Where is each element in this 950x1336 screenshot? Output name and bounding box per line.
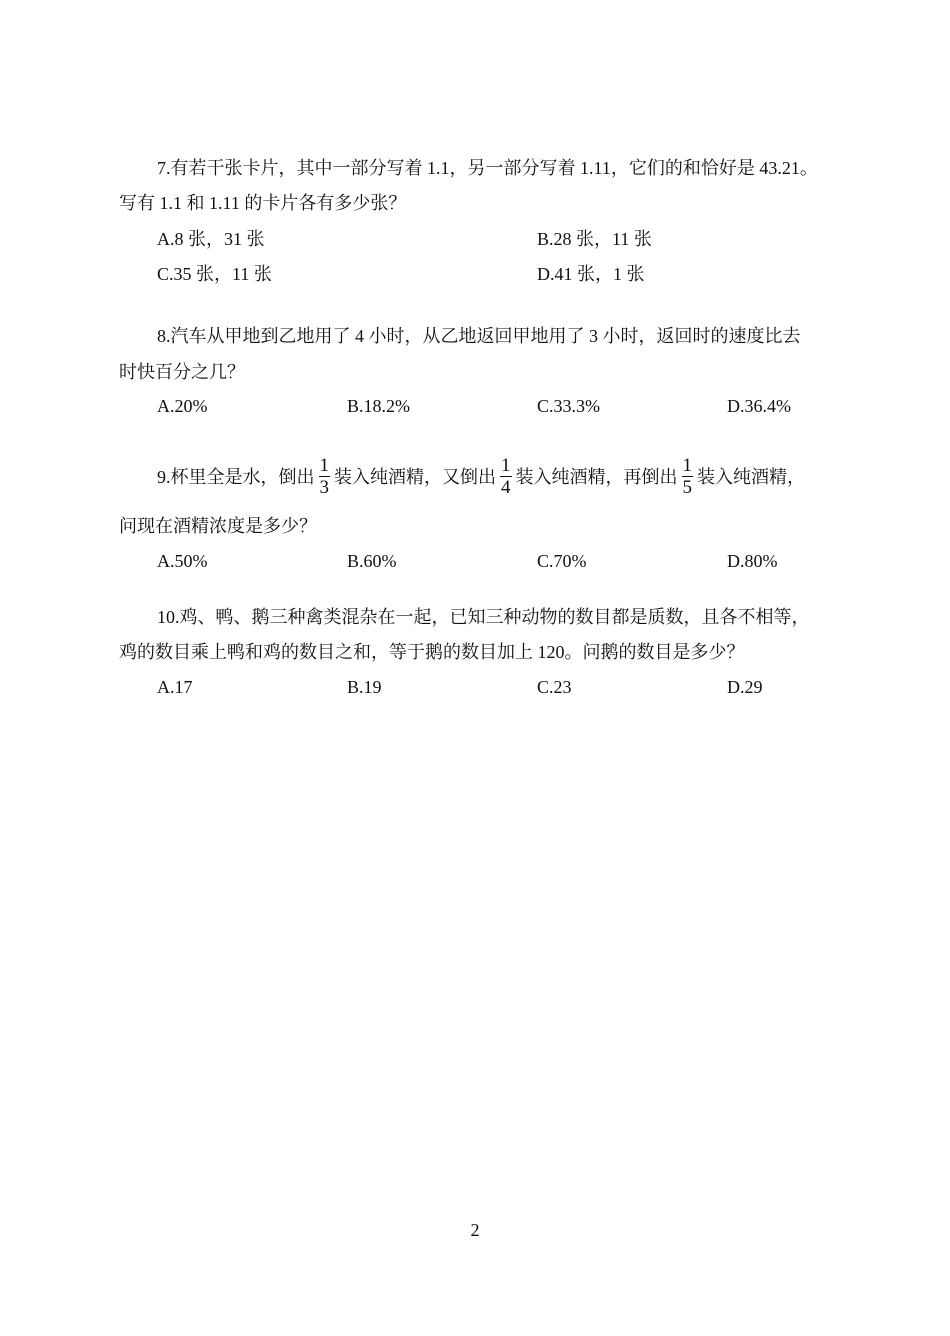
fraction-denominator: 4: [501, 477, 511, 499]
q9-text-part-2: 装入纯酒精，又倒出: [334, 467, 496, 487]
q7-line-2: 写有 1.1 和 1.11 的卡片各有多少张？: [119, 193, 407, 213]
q8-line-2: 时快百分之几？: [119, 362, 245, 382]
page-number: 2: [470, 1220, 480, 1240]
fraction-numerator: 1: [501, 455, 511, 477]
fraction-denominator: 5: [682, 477, 692, 499]
fraction-one-quarter: [500, 455, 512, 498]
q7-line-1: 7.有若干张卡片，其中一部分写着 1.1，另一部分写着 1.11，它们的和恰好是 43.21。: [157, 158, 818, 178]
fraction-one-third: [319, 455, 331, 498]
q8-option-b: B.18.2%: [347, 396, 410, 416]
q9-line-2: 问现在酒精浓度是多少？: [119, 516, 317, 536]
q10-line-1: 10.鸡、鸭、鹅三种禽类混杂在一起，已知三种动物的数目都是质数，且各不相等，: [157, 607, 810, 627]
q9-option-c: C.70%: [537, 551, 587, 571]
q9-option-d: D.80%: [727, 551, 778, 571]
q7-option-a: A.8 张，31 张: [157, 229, 265, 249]
q9-line-1: [157, 455, 805, 500]
q10-option-d: D.29: [727, 677, 763, 697]
q7-option-c: C.35 张，11 张: [157, 264, 272, 284]
q9-option-b: B.60%: [347, 551, 397, 571]
q10-option-c: C.23: [537, 677, 572, 697]
q8-option-d: D.36.4%: [727, 396, 791, 416]
q8-option-c: C.33.3%: [537, 396, 600, 416]
q9-option-a: A.50%: [157, 551, 208, 571]
q7-option-d: D.41 张，1 张: [537, 264, 645, 284]
q9-text-part-4: 装入纯酒精，: [697, 467, 805, 487]
q8-line-1: 8.汽车从甲地到乙地用了 4 小时，从乙地返回甲地用了 3 小时，返回时的速度比去: [157, 326, 801, 346]
q10-option-a: A.17: [157, 677, 193, 697]
fraction-denominator: 3: [319, 477, 329, 499]
fraction-one-fifth: [682, 455, 694, 498]
q10-line-2: 鸡的数目乘上鸭和鸡的数目之和，等于鹅的数目加上 120。问鹅的数目是多少？: [119, 642, 745, 662]
fraction-numerator: 1: [319, 455, 329, 477]
q9-text-part-1: 9.杯里全是水，倒出: [157, 467, 315, 487]
q9-text-part-3: 装入纯酒精，再倒出: [515, 467, 678, 487]
fraction-numerator: 1: [682, 455, 692, 477]
q7-option-b: B.28 张，11 张: [537, 229, 652, 249]
q10-option-b: B.19: [347, 677, 382, 697]
q8-option-a: A.20%: [157, 396, 208, 416]
